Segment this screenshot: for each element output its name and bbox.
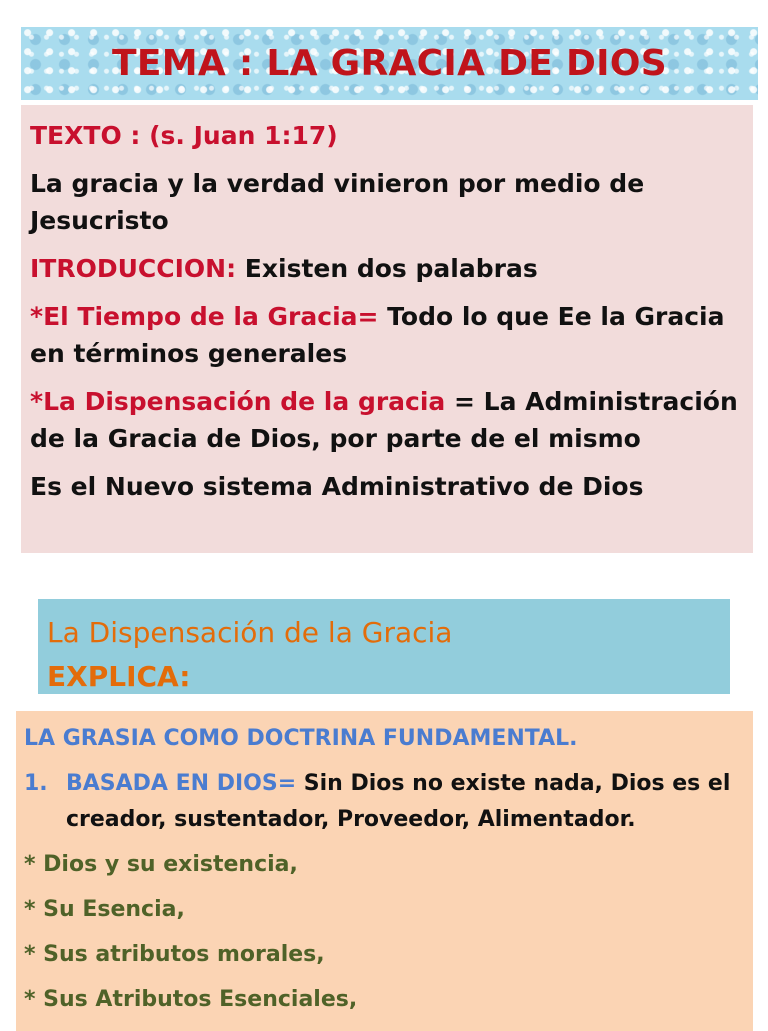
doctrina-section <box>16 711 753 1031</box>
texto-section <box>21 105 753 553</box>
title-banner <box>21 27 758 100</box>
bullet-item: * Sus atributos morales, <box>24 942 325 967</box>
item-label: BASADA EN DIOS= <box>66 771 297 796</box>
bullet-item: * Sus Atributos Esenciales, <box>24 987 358 1012</box>
explica-label: EXPLICA: <box>47 660 191 693</box>
dispensacion-heading: La Dispensación de la Gracia <box>47 616 453 649</box>
verse-text: La gracia y la verdad vinieron por medio de Jesucristo <box>30 169 645 235</box>
doctrina-heading: LA GRASIA COMO DOCTRINA FUNDAMENTAL. <box>24 726 578 751</box>
bullet-item: * Dios y su existencia, <box>24 852 298 877</box>
introduccion-text: Existen dos palabras <box>236 254 538 283</box>
nuevo-sistema-text: Es el Nuevo sistema Administrativo de Dios <box>30 472 644 501</box>
tiempo-paragraph <box>30 298 753 372</box>
numbered-item-1 <box>24 766 753 838</box>
item-body <box>66 766 753 838</box>
item-text: Sin Dios no existe nada, Dios es el creador, sustentador, Proveedor, Alimentador. <box>66 771 731 832</box>
bullet-item: * Su Esencia, <box>24 897 185 922</box>
tiempo-text: Todo lo que Ee la Gracia en términos generales <box>30 302 725 368</box>
item-number: 1. <box>24 771 48 796</box>
dispensacion-paragraph <box>30 383 753 457</box>
tiempo-label: *El Tiempo de la Gracia= <box>30 302 379 331</box>
texto-reference: TEXTO : (s. Juan 1:17) <box>30 121 338 150</box>
dispensacion-text: = La Administración de la Gracia de Dios, por parte de el mismo <box>30 387 738 453</box>
dispensacion-label: *La Dispensación de la gracia <box>30 387 446 416</box>
page-title: TEMA : LA GRACIA DE DIOS <box>112 43 667 84</box>
introduccion-paragraph <box>30 250 753 287</box>
dispensacion-section <box>38 599 730 694</box>
introduccion-label: ITRODUCCION: <box>30 254 237 283</box>
